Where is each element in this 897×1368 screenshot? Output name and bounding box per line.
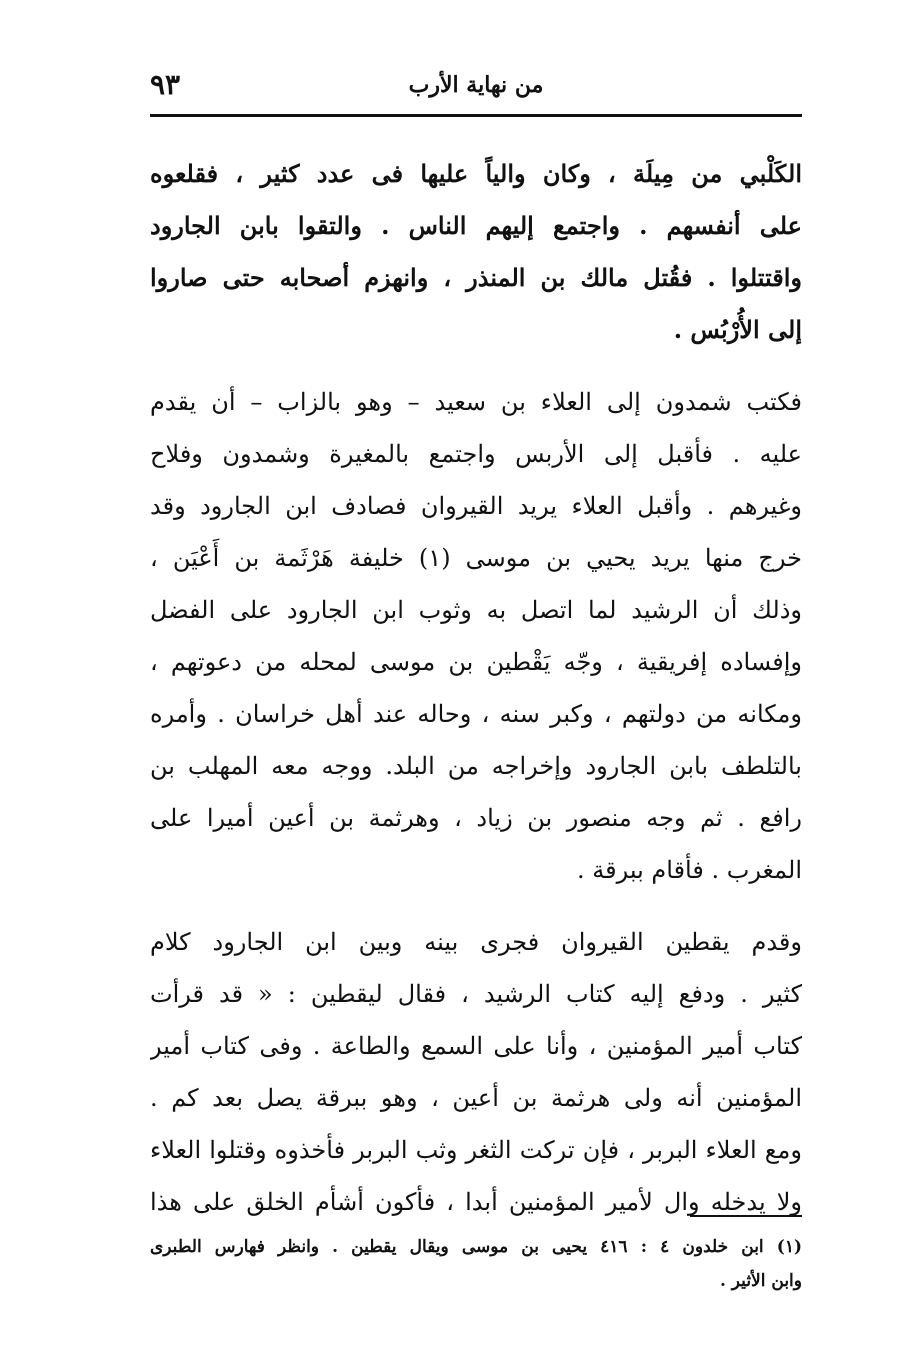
text-line: المؤمنين أنه ولى هرثمة بن أعين ، وهو ببرقة يصل بعد كم . [150,1084,802,1112]
header-rule [150,114,802,117]
text-line: على أنفسهم . واجتمع إليهم الناس . والتقوا بابن الجارود [150,211,802,240]
running-title: من نهاية الأرب [408,72,544,98]
text-line: وقدم يقطين القيروان فجرى بينه وبين ابن الجارود كلام [150,928,802,956]
paragraph-1 [150,148,802,356]
text-line: فكتب شمدون إلى العلاء بن سعيد – وهو بالزاب – أن يقدم [150,388,802,416]
text-line: رافع . ثم وجه منصور بن زياد ، وهرثمة بن أعين أميرا على [150,804,802,832]
page-number: ٩٣ [150,68,181,101]
text-line: المغرب . فأقام ببرقة . [577,856,802,884]
text-line: الكَلْبي من مِيلَة ، وكان والياً عليها فى عدد كثير ، فقلعوه [150,159,802,188]
text-line: ولا يدخله وال لأمير المؤمنين أبدا ، فأكون أشأم الخلق على هذا [150,1188,802,1216]
text-line: ومع العلاء البربر ، فإن تركت الثغر وثب البربر فأخذوه وقتلوا العلاء [150,1136,802,1164]
main-text [150,148,802,1248]
footnote-rule [690,1215,802,1217]
paragraph-2 [150,376,802,896]
footnotes [150,1230,802,1298]
text-line: إلى الأُرْبُس . [673,315,802,344]
paragraph-3 [150,916,802,1228]
text-line: عليه . فأقبل إلى الأربس واجتمع بالمغيرة وشمدون وفلاح [150,440,802,468]
text-line: كتاب أمير المؤمنين ، وأنا على السمع والطاعة . وفى كتاب أمير [150,1032,802,1060]
page-header [150,66,802,110]
footnote-line: وابن الأثير . [719,1271,802,1291]
text-line: بالتلطف بابن الجارود وإخراجه من البلد. ووجه معه المهلب بن [150,752,802,780]
text-line: ومكانه من دولتهم ، وكبر سنه ، وحاله عند أهل خراسان . وأمره [150,700,802,728]
footnote-line: (١) ابن خلدون ٤ : ٤١٦ يحيى بن موسى ويقال يقطين . وانظر فهارس الطبرى [150,1237,802,1257]
text-line: خرج منها يريد يحيي بن موسى (١) خليفة هَرْثَمة بن أَعْيَن ، [150,544,802,572]
text-line: كثير . ودفع إليه كتاب الرشيد ، فقال ليقطين : « قد قرأت [150,980,802,1008]
text-line: وغيرهم . وأقبل العلاء يريد القيروان فصادف ابن الجارود وقد [150,492,802,520]
text-line: واقتتلوا . فقُتل مالك بن المنذر ، وانهزم أصحابه حتى صاروا [150,263,802,292]
text-line: وإفساده إفريقية ، وجّه يَقْطين بن موسى لمحله من دعوتهم ، [150,648,802,676]
text-line: وذلك أن الرشيد لما اتصل به وثوب ابن الجارود على الفضل [150,596,802,624]
